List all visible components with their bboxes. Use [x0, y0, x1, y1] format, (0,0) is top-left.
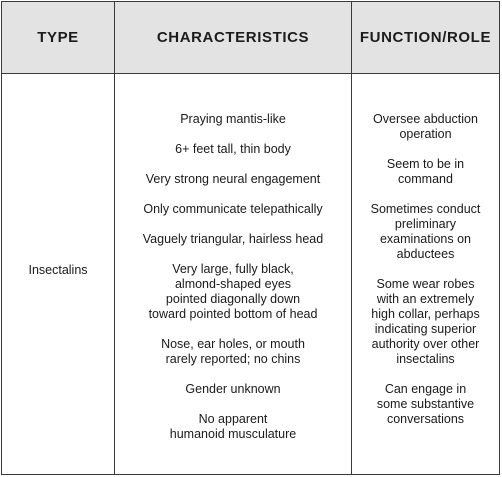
characteristic-item: No apparent humanoid musculature — [169, 412, 297, 441]
type-cell — [2, 74, 115, 474]
header-function-role: FUNCTION/ROLE — [352, 2, 499, 74]
header-type: TYPE — [2, 2, 115, 74]
characteristics-cell — [115, 74, 352, 474]
function-item: Oversee abduction operation — [373, 112, 478, 141]
characteristic-item: Vaguely triangular, hairless head — [142, 232, 324, 246]
header-characteristics: CHARACTERISTICS — [115, 2, 352, 74]
function-item: Sometimes conduct preliminary examinations on abductees — [370, 202, 481, 261]
characteristic-item: Only communicate telepathically — [143, 202, 323, 216]
characteristic-item: Very strong neural engagement — [145, 172, 321, 186]
characteristic-item: Very large, fully black, almond-shaped eyes pointed diagonally down toward pointed bottom of head — [148, 262, 318, 321]
characteristic-item: 6+ feet tall, thin body — [175, 142, 291, 156]
function-item: Seem to be in command — [386, 157, 465, 186]
type-value: Insectalins — [28, 262, 88, 277]
characteristic-item: Nose, ear holes, or mouth rarely reported; no chins — [161, 337, 305, 366]
function-item: Can engage in some substantive conversations — [376, 382, 475, 426]
characteristic-item: Praying mantis-like — [180, 112, 286, 126]
classification-table — [1, 1, 500, 475]
function-item: Some wear robes with an extremely high collar, perhaps indicating superior authority over other insectalins — [371, 277, 480, 366]
function-role-cell — [352, 74, 499, 474]
characteristic-item: Gender unknown — [185, 382, 281, 396]
